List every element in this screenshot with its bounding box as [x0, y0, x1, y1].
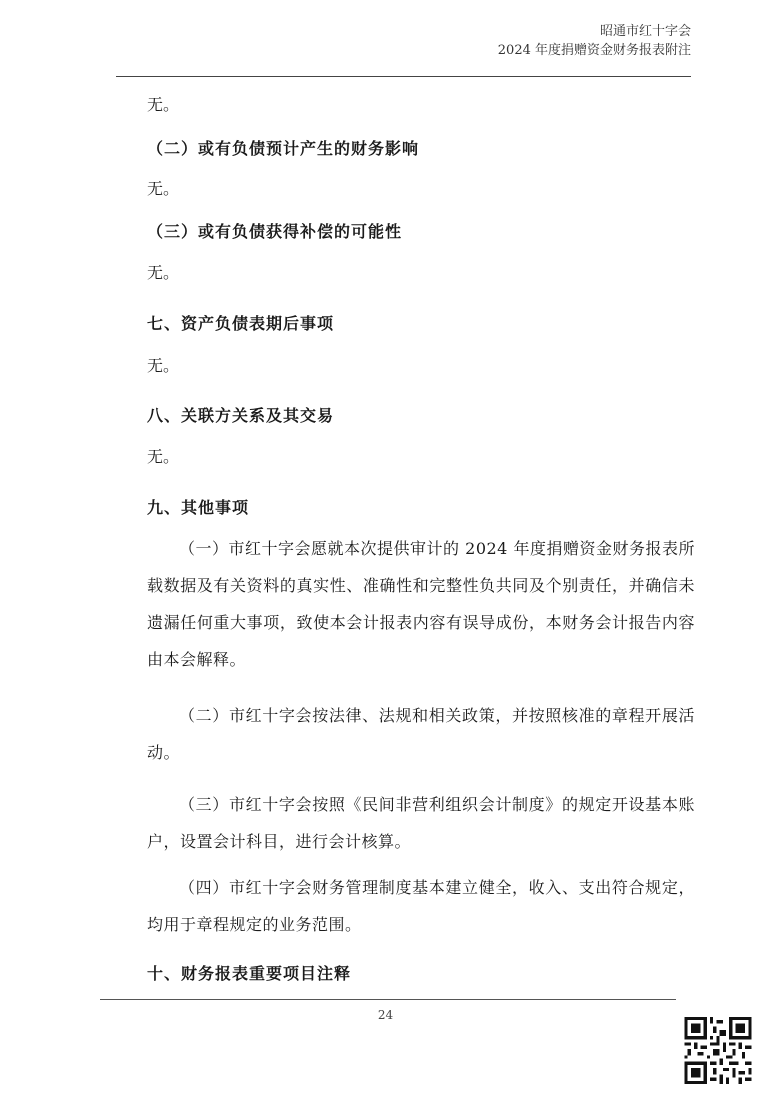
- section-heading-other-matters: 九、其他事项: [147, 498, 250, 517]
- subheading-financial-impact: （二）或有负债预计产生的财务影响: [147, 139, 420, 158]
- page-number: 24: [377, 1008, 394, 1022]
- text-none: 无。: [147, 356, 180, 375]
- footer-rule: [100, 999, 676, 1000]
- header-doc-title: 2024 年度捐赠资金财务报表附注: [497, 43, 691, 58]
- paragraph-financial-management: （四）市红十字会财务管理制度基本建立健全，收入、支出符合规定，均用于章程规定的业务范围。: [147, 878, 695, 934]
- paragraph-accounting-system: （三）市红十字会按照《民间非营利组织会计制度》的规定开设基本账户，设置会计科目，进行会计核算。: [147, 795, 695, 851]
- text-none: 无。: [147, 263, 180, 282]
- text-none: 无。: [147, 95, 180, 114]
- section-heading-post-balance-events: 七、资产负债表期后事项: [147, 314, 335, 333]
- qr-code-icon: [683, 1017, 753, 1084]
- text-none: 无。: [147, 179, 180, 198]
- paragraph-compliance: （二）市红十字会按法律、法规和相关政策，并按照核准的章程开展活动。: [147, 706, 695, 762]
- section-heading-related-parties: 八、关联方关系及其交易: [147, 406, 335, 425]
- section-heading-statement-notes: 十、财务报表重要项目注释: [147, 964, 352, 983]
- header-rule: [116, 76, 691, 77]
- header-org: 昭通市红十字会: [599, 24, 691, 39]
- subheading-compensation-possibility: （三）或有负债获得补偿的可能性: [147, 222, 403, 241]
- paragraph-responsibility: （一）市红十字会愿就本次提供审计的 2024 年度捐赠资金财务报表所载数据及有关资料的真实性、准确性和完整性负共同及个别责任，并确信未遗漏任何重大事项，致使本会计报表内容有误导成份，本财务会计报告内容由本会解释。: [147, 539, 695, 669]
- page-header: [291, 22, 691, 60]
- text-none: 无。: [147, 447, 180, 466]
